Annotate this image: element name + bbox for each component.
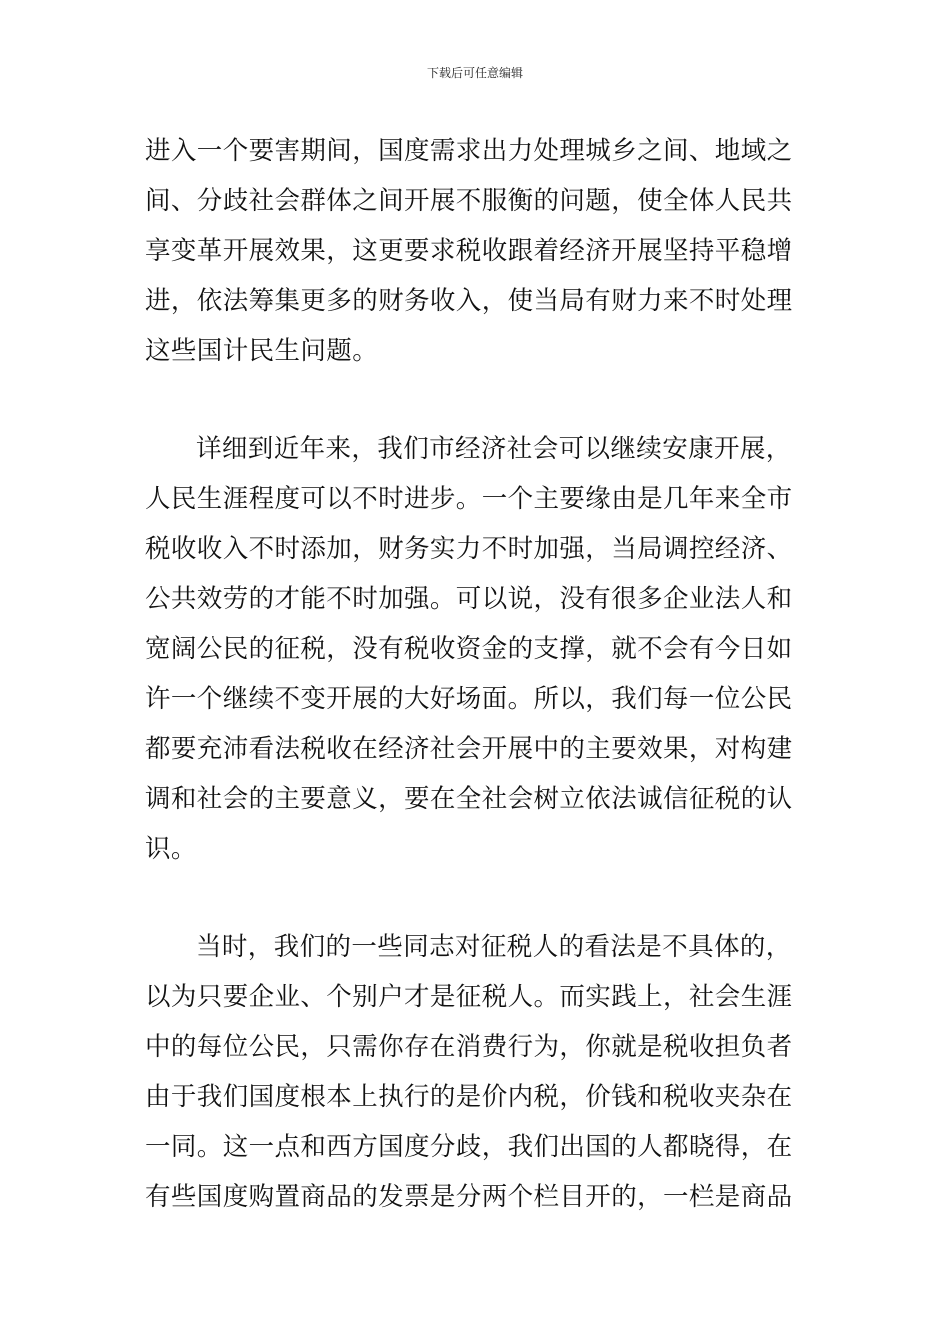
paragraph-3-line-2: 以为只要企业、个别户才是征税人。而实践上，社会生涯 [145,982,793,1012]
paragraph-3-line-1: 当时，我们的一些同志对征税人的看法是不具体的， [196,932,792,962]
paragraph-2-line-8: 调和社会的主要意义，要在全社会树立依法诚信征税的认 [145,784,793,814]
paragraph-2-line-9: 识。 [145,834,197,864]
paragraph-1-line-2: 间、分歧社会群体之间开展不服衡的问题，使全体人民共 [145,186,793,216]
paragraph-2-line-1: 详细到近年来，我们市经济社会可以继续安康开展， [196,434,792,464]
paragraph-2-line-4: 公共效劳的才能不时加强。可以说，没有很多企业法人和 [145,584,793,614]
paragraph-3-line-3: 中的每位公民，只需你存在消费行为，你就是税收担负者 [145,1032,793,1062]
paragraph-2-line-3: 税收收入不时添加，财务实力不时加强，当局调控经济、 [145,534,793,564]
paragraph-1-line-3: 享变革开展效果，这更要求税收跟着经济开展坚持平稳增 [145,236,793,266]
paragraph-2-line-2: 人民生涯程度可以不时进步。一个主要缘由是几年来全市 [145,484,793,514]
paragraph-3-line-4: 由于我们国度根本上执行的是价内税，价钱和税收夹杂在 [145,1082,793,1112]
paragraph-3-line-6: 有些国度购置商品的发票是分两个栏目开的，一栏是商品 [145,1182,793,1212]
paragraph-2-line-6: 许一个继续不变开展的大好场面。所以，我们每一位公民 [145,684,793,714]
page-header: 下载后可任意编辑 [426,66,523,80]
paragraph-1-line-5: 这些国计民生问题。 [145,336,379,366]
paragraph-1-line-1: 进入一个要害期间，国度需求出力处理城乡之间、地域之 [145,136,793,166]
paragraph-1-line-4: 进，依法筹集更多的财务收入，使当局有财力来不时处理 [145,286,793,316]
paragraph-2-line-7: 都要充沛看法税收在经济社会开展中的主要效果，对构建 [145,734,793,764]
paragraph-3-line-5: 一同。这一点和西方国度分歧，我们出国的人都晓得，在 [145,1132,793,1162]
paragraph-2-line-5: 宽阔公民的征税，没有税收资金的支撑，就不会有今日如 [145,634,793,664]
